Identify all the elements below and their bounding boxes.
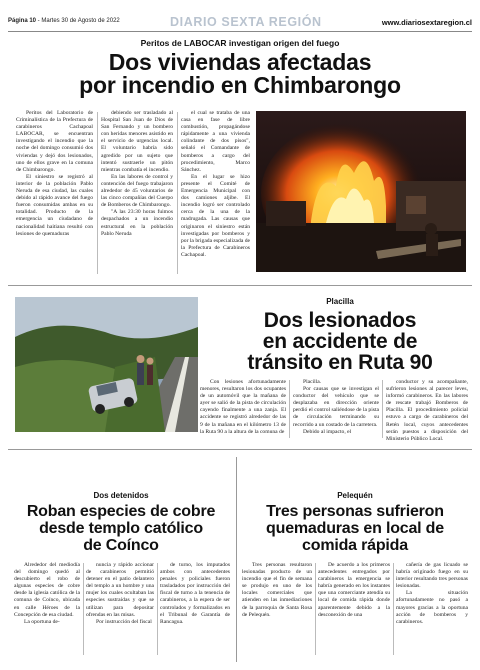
car-accident-image <box>15 297 198 432</box>
story1-paragraph: debiendo ser trasladado al Hospital San Juan de Dios de San Fernando y un bombero con heridas menores asistido en el servicio de urgencias local. El voluntario habría sido agredido por un sujeto que intentó sustraerle un pitón mientras combatía el incendio. <box>101 110 173 173</box>
story2-headline-line: Dos lesionados <box>263 309 417 332</box>
section-divider <box>8 285 472 286</box>
fire-scene-image <box>256 111 466 272</box>
story4-kicker: Pelequén <box>337 491 373 500</box>
story1-headline <box>0 51 480 98</box>
story2-headline <box>205 310 475 373</box>
story1-headline-line: Dos viviendas afectadas <box>108 49 372 75</box>
story4-headline-line: quemaduras en local de <box>266 520 444 537</box>
story1-paragraph: En las labores de control y contención del fuego trabajaron alrededor de 45 voluntarios de las cinco compañías del Cuerpo de Bomberos de Chimbarongo. <box>101 173 173 209</box>
story1-paragraph: el cual se trataba de una casa en fase de libre combustión, propagándose rápidamente a una vivienda colindante de dos pisos", señaló el Comandante de bomberos a cargo del procedimiento, Marco Sánchez. <box>181 110 250 173</box>
section-divider <box>8 449 472 450</box>
story2-paragraph: conductor y su acompañante, sufrieron lesiones al parecer leves, informó carabineros. En las labores de rescate trabajó Bomberos de Placilla. El procedimiento policial estuvo a cargo de carabineros del Retén local, cuyos antecedentes serán puestos a disposición del Ministerio Público Local. <box>386 379 468 442</box>
story3-column-1 <box>14 562 80 658</box>
story4-paragraph: Tres personas resultaron lesionadas producto de un incendio que el fin de semana se produjo en uno de los locales comerciales que atienden en las inmediaciones de la parroquia de Santa Rosa de Pelequén. <box>242 562 312 618</box>
story3-paragraph: Por instrucción del fiscal <box>96 618 152 625</box>
story2-column-3 <box>386 379 468 443</box>
story2-headline-line: tránsito en Ruta 90 <box>247 351 433 374</box>
column-divider <box>289 380 290 438</box>
story1-paragraph: "A las 23:30 horas fuimos despachados a un incendio estructural en la población Pablo Neruda <box>101 209 173 237</box>
story3-paragraph: Alrededor del mediodía del domingo quedó al descubierto el robo de algunas especies de cobre desde la iglesia católica de la comuna de Coínco, ubicada en calle Héroes de la Concepción de esa ciudad. <box>14 562 80 618</box>
fire-photo <box>256 111 466 272</box>
column-divider <box>315 563 316 655</box>
story1-column-3 <box>181 110 250 278</box>
story3-kicker: Dos detenidos <box>93 491 149 500</box>
website-link[interactable]: www.diariosextaregion.cl <box>381 18 472 27</box>
story2-paragraph: Debido al impacto, el <box>303 428 352 435</box>
column-divider <box>177 112 178 274</box>
story2-kicker: Placilla <box>326 297 354 306</box>
story3-headline-line: desde templo católico <box>39 520 203 537</box>
story4-paragraph: La situación afortunadamente no pasó a mayores gracias a la oportuna acción de bomberos y carabineros. <box>396 590 468 625</box>
header-divider <box>8 31 472 32</box>
story3-paragraph: de turno, los imputados ambos con antecedentes penales y policiales fueron trasladados por instrucción del fiscal de turno a la tenencia de carabineros, a la espera de ser controlados y formalizados en el Tribunal de Garantía de Rancagua. <box>160 562 230 625</box>
column-divider <box>83 563 84 655</box>
story4-column-3 <box>396 562 468 658</box>
story3-headline-line: Roban especies de cobre <box>26 503 216 520</box>
story3-column-3 <box>160 562 230 658</box>
story1-headline-line: por incendio en Chimbarongo <box>79 72 401 99</box>
story3-headline <box>10 503 232 554</box>
story4-column-1 <box>242 562 312 658</box>
issue-date: - Martes 30 de Agosto de 2022 <box>36 18 120 24</box>
story3-headline-line: de Coínco <box>83 537 159 554</box>
page-header <box>8 16 472 30</box>
column-divider <box>157 563 158 655</box>
story1-paragraph: En el lugar se hizo presente el Comité de Emergencia Municipal con dos camiones aljibe. El incendio logró ser controlado cerca de la una de la madrugada. Las causas que originaron el siniestro están investigadas por bomberos y por la brigada especializada de la Prefectura de Carabineros Cachapoal. <box>181 173 250 258</box>
story4-headline-line: Tres personas sufrieron <box>266 503 444 520</box>
story3-paragraph: nuncia y rápido accionar de carabineros permitió detener en el patio delantero del templo a un hombre y una mujer los cuales ocultaban las especies sustraídas y que se utilizan para depositar ofrendas en las misas. <box>86 562 154 618</box>
story4-headline <box>240 503 470 554</box>
story2-paragraph: Placilla. <box>303 379 322 385</box>
section-vertical-divider <box>236 457 237 662</box>
page-info <box>8 18 120 24</box>
story2-headline-line: en accidente de <box>262 330 418 353</box>
story1-column-1 <box>16 110 93 278</box>
story1-paragraph: Peritos del Laboratorio de Criminalística de la Prefectura de carabineros Cachapoal LABOCAR, se encuentran investigando el incendio que la noche del domingo consumió dos viviendas y dejó dos lesionados, uno de ellos grave en la comuna de Chimbarongo. <box>16 110 93 173</box>
story4-paragraph: De acuerdo a los primeros antecedentes entregados por carabineros la emergencia se habría generado en los instantes que una comerciante atendía su local de comida rápida donde aparentemente debido a la desconexión de una <box>318 562 390 618</box>
accident-photo <box>15 297 198 432</box>
story2-paragraph: Por causas que se investigan el conductor del vehículo que se desplazaba en dirección oriente perdió el control saliéndose de la pista de circulación terminando su recorrido a un costado de la carretera. <box>293 386 379 428</box>
column-divider <box>393 563 394 655</box>
page-number: Página 10 <box>8 18 37 24</box>
story2-column-1 <box>200 379 286 443</box>
story1-kicker: Peritos de LABOCAR investigan origen del fuego <box>140 38 340 48</box>
story3-column-2 <box>86 562 154 658</box>
column-divider <box>382 380 383 438</box>
masthead: DIARIO SEXTA REGIÓN <box>170 15 322 29</box>
story3-paragraph: La oportuna de- <box>24 618 60 625</box>
story4-paragraph: cañería de gas licuado se habría originado fuego en su interior resultando tres personas lesionadas. <box>396 562 468 590</box>
story4-headline-line: comida rápida <box>302 537 408 554</box>
story1-column-2 <box>101 110 173 278</box>
story1-paragraph: El siniestro se registró al interior de la población Pablo Neruda de esa ciudad, las cuales debido al rápido avance del fuego fueron consumidas ambas en su totalidad. Producto de la emergencia un ciudadano de nacionalidad haitiana resultó con lesiones de quemaduras <box>16 173 93 237</box>
column-divider <box>97 112 98 274</box>
story2-column-2 <box>293 379 379 443</box>
story2-paragraph: Con lesiones afortunadamente menores, resultaron los dos ocupantes de un automóvil que la mañana de ayer se salió de la pista de circulación cayendo finalmente a una zanja. El accidente se registró alrededor de las 9 de la mañana en el kilómetro 13 de la Ruta 90 a la altura de la comuna de <box>200 379 286 435</box>
story4-column-2 <box>318 562 390 658</box>
